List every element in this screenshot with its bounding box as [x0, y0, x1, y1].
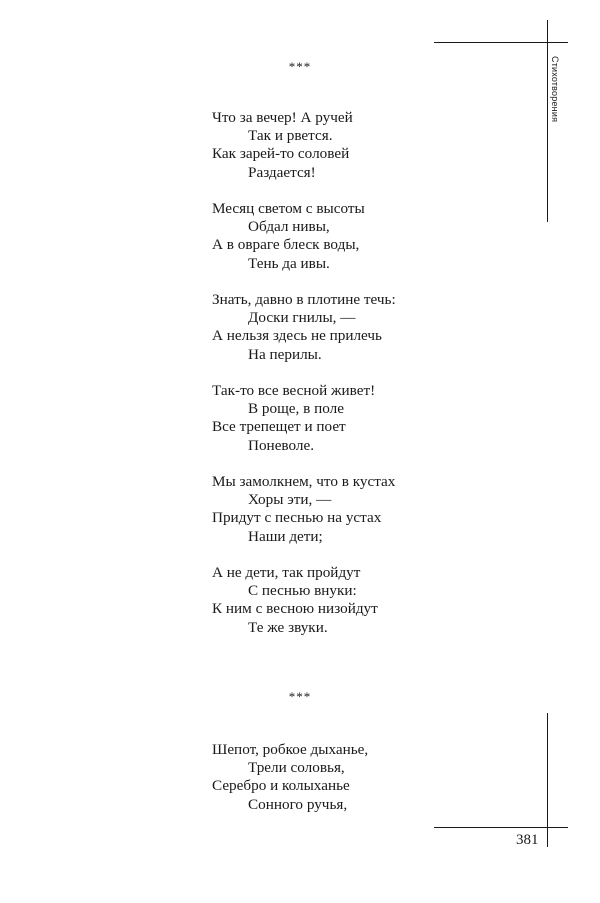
verse-line: Наши дети; — [248, 527, 323, 545]
verse-line: Те же звуки. — [248, 618, 328, 636]
verse-line: Хоры эти, — — [248, 491, 332, 509]
poem-separator: *** — [288, 689, 312, 704]
stanza — [212, 473, 396, 546]
poem-1 — [212, 109, 396, 655]
stanza — [212, 109, 396, 182]
verse-line: А не дети, так пройдут — [212, 564, 361, 581]
verse-line: С песнью внуки: — [248, 582, 357, 600]
verse-line: Обдал нивы, — [248, 218, 330, 236]
verse-line: На перилы. — [248, 345, 322, 363]
verse-line: В роще, в поле — [248, 400, 344, 418]
bottom-horizontal-rule — [434, 827, 568, 828]
verse-line: Так-то все весной живет! — [212, 382, 376, 399]
verse-line: Трели соловья, — [248, 759, 345, 777]
top-vertical-rule — [547, 20, 548, 222]
verse-line: Все трепещет и поет — [212, 418, 346, 436]
stanza — [212, 382, 396, 455]
verse-line: Знать, давно в плотине течь: — [212, 291, 396, 308]
verse-line: Доски гнилы, — — [248, 309, 356, 327]
verse-line: Мы замолкнем, что в кустах — [212, 473, 396, 490]
verse-line: Месяц светом с высоты — [212, 200, 365, 217]
stanza — [212, 200, 396, 273]
verse-line: Тень да ивы. — [248, 254, 330, 272]
verse-line: Что за вечер! А ручей — [212, 109, 353, 126]
stanza — [212, 741, 368, 814]
verse-line: Так и рвется. — [248, 127, 333, 145]
verse-line: Поневоле. — [248, 436, 315, 454]
verse-line: К ним с весною низойдут — [212, 600, 378, 618]
verse-line: Как зарей-то соловей — [212, 145, 350, 163]
page-number: 381 — [516, 832, 539, 848]
verse-line: А в овраге блеск воды, — [212, 236, 360, 254]
running-head: Стихотворения — [550, 56, 560, 123]
stanza — [212, 564, 396, 637]
poem-2 — [212, 741, 368, 832]
poem-separator: *** — [288, 59, 312, 74]
verse-line: Раздается! — [248, 163, 316, 181]
verse-line: Придут с песнью на устах — [212, 509, 382, 527]
stanza — [212, 291, 396, 364]
verse-line: Сонного ручья, — [248, 795, 348, 813]
verse-line: А нельзя здесь не прилечь — [212, 327, 382, 345]
verse-line: Шепот, робкое дыханье, — [212, 741, 369, 758]
verse-line: Серебро и колыханье — [212, 777, 350, 795]
